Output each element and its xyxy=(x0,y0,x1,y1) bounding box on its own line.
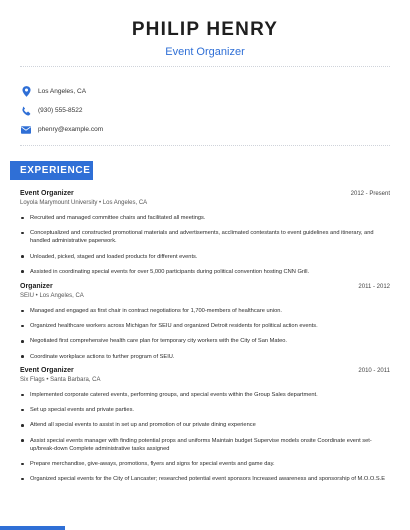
candidate-role: Event Organizer xyxy=(165,46,245,58)
bullet-item: Assist special events manager with finding potential props and uniforms Maintain budget Supervise models onsite Coordinate event set-up/break-down Complete administrative tasks assigned xyxy=(20,437,390,453)
job-header xyxy=(20,283,390,290)
job-title: Event Organizer xyxy=(20,190,74,197)
bullet-item: Managed and engaged as first chair in contract negotiations for 1,700-members of healthcare union. xyxy=(20,307,390,315)
contact-location xyxy=(20,82,103,101)
bullet-item: Coordinate workplace actions to further program of SEIU. xyxy=(20,353,390,361)
bullet-item: Negotiated first comprehensive health care plan for temporary city workers with the City of San Mateo. xyxy=(20,337,390,345)
bullet-item: Organized special events for the City of Lancaster; researched potential event sponsors Increased awareness and sponsorship of M.O.O.S.E xyxy=(20,475,390,483)
bullet-item: Prepare merchandise, give-aways, promotions, flyers and signs for special events and game day. xyxy=(20,460,390,468)
job-dates: 2010 - 2011 xyxy=(358,368,390,374)
bullet-item: Attend all special events to assist in set up and promotion of our private dining experience xyxy=(20,421,390,429)
resume-header xyxy=(0,0,410,58)
bullet-item: Unloaded, picked, staged and loaded products for different events. xyxy=(20,253,390,261)
email-icon xyxy=(20,124,32,136)
contact-email xyxy=(20,120,103,139)
contact-phone xyxy=(20,101,103,120)
job-header xyxy=(20,190,390,197)
bullet-item: Recruited and managed committee chairs and facilitated all meetings. xyxy=(20,214,390,222)
bullet-item: Organized healthcare workers across Michigan for SEIU and organized Detroit residents for political action events. xyxy=(20,322,390,330)
bullet-item: Implemented corporate catered events, performing groups, and special events within the Group Sales department. xyxy=(20,391,390,399)
contact-location-text: Los Angeles, CA xyxy=(38,88,87,95)
job-title: Organizer xyxy=(20,283,53,290)
job-organization: SEIU • Los Angeles, CA xyxy=(20,293,84,299)
contact-divider xyxy=(20,145,390,146)
job-entry xyxy=(20,367,390,483)
contact-phone-text: (930) 555-8522 xyxy=(38,107,83,114)
location-pin-icon xyxy=(20,86,32,98)
next-section-banner-edge xyxy=(0,526,65,530)
job-organization: Loyola Marymount University • Los Angeles, CA xyxy=(20,200,148,206)
job-bullets xyxy=(20,391,390,483)
job-dates: 2011 - 2012 xyxy=(358,284,390,290)
bullet-item: Assisted in coordinating special events for over 5,000 participants during political convention hosting CNN Grill. xyxy=(20,268,390,276)
job-entry xyxy=(20,190,390,276)
contact-list xyxy=(20,82,103,139)
phone-icon xyxy=(20,105,32,117)
job-entry xyxy=(20,283,390,361)
job-bullets xyxy=(20,214,390,276)
contact-email-text: phenry@example.com xyxy=(38,126,104,133)
experience-section-title: EXPERIENCE xyxy=(10,161,93,180)
job-organization: Six Flags • Santa Barbara, CA xyxy=(20,377,101,383)
candidate-name: PHILIP HENRY xyxy=(131,19,279,40)
job-title: Event Organizer xyxy=(20,367,74,374)
job-dates: 2012 - Present xyxy=(350,191,390,197)
bullet-item: Set up special events and private parties. xyxy=(20,406,390,414)
job-header xyxy=(20,367,390,374)
bullet-item: Conceptualized and constructed promotional materials and advertisements, acclimated contestants to event guidelines and itinerary, and handled administrative paperwork. xyxy=(20,229,390,245)
header-divider xyxy=(20,66,390,67)
job-bullets xyxy=(20,307,390,361)
